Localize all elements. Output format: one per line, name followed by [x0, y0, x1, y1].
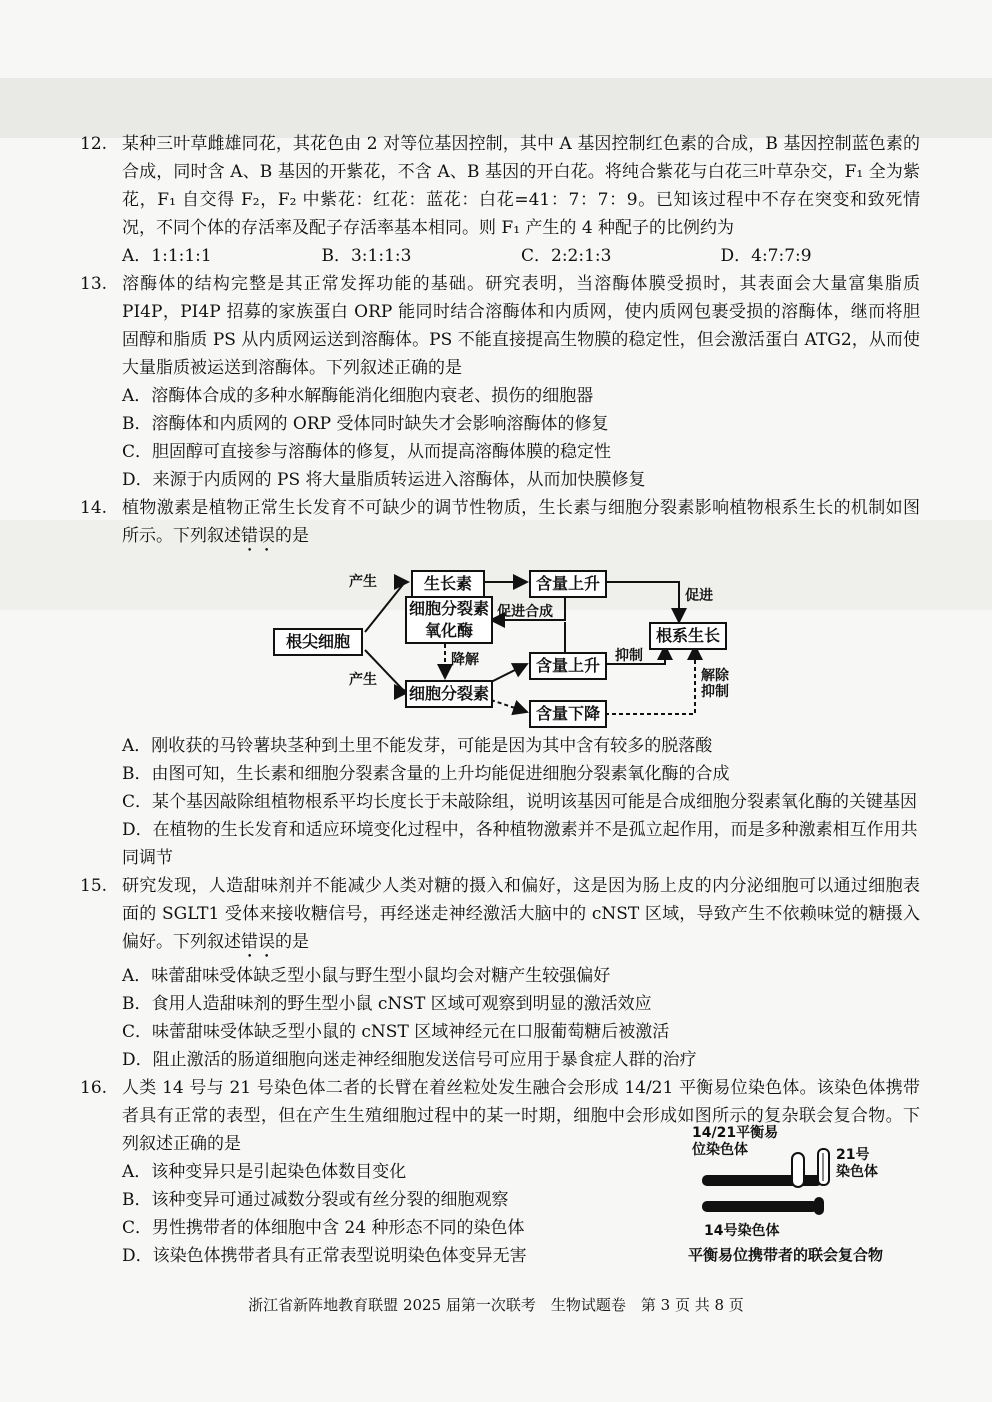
- q16-options: [80, 1158, 640, 1270]
- question-15: [80, 872, 920, 962]
- label-relieve: 解除 抑制: [701, 668, 729, 700]
- stem-text: 植物激素是植物正常生长发育不可缺少的调节性物质，生长素与细胞分裂素影响植物根系生长的机制如图所示。下列叙述: [122, 498, 920, 546]
- option-a[interactable]: A．溶酶体合成的多种水解酶能消化细胞内衰老、损伤的细胞器: [122, 386, 594, 406]
- page-footer: 浙江省新阵地教育联盟 2025 届第一次联考 生物试题卷 第 3 页 共 8 页: [248, 1296, 744, 1314]
- question-stem: 某种三叶草雌雄同花，其花色由 2 对等位基因控制，其中 A 基因控制红色素的合成，B 基因控制蓝色素的合成，同时含 A、B 基因的开紫花，不含 A、B 基因的开白花。将纯合紫花与白花三叶草杂交，F₁ 全为紫花，F₁ 自交得 F₂，F₂ 中紫花：红花：蓝花：白花=41：7：7：9。已知该过程中不存在突变和致死情况，不同个体的存活率及配子存活率基本相同。则 F₁ 产生的 4 种配子的比例约为: [122, 134, 920, 238]
- option-a[interactable]: A．该种变异只是引起染色体数目变化: [122, 1162, 407, 1182]
- option-b[interactable]: B．3:1:1:3: [321, 246, 412, 266]
- option-a[interactable]: A．刚收获的马铃薯块茎种到土里不能发芽，可能是因为其中含有较多的脱落酸: [122, 736, 713, 756]
- scan-shading-top: [0, 78, 992, 138]
- question-page: [80, 130, 920, 1270]
- root-growth-diagram: [265, 564, 745, 724]
- question-stem: 溶酶体的结构完整是其正常发挥功能的基础。研究表明，当溶酶体膜受损时，其表面会大量富集脂质 PI4P，PI4P 招募的家族蛋白 ORP 能同时结合溶酶体和内质网，使内质网包裹受损的溶酶体，继而将胆固醇和脂质 PS 从内质网运送到溶酶体。PS 不能直接提高生物膜的稳定性，但会激活蛋白 ATG2，从而使大量脂质被运送到溶酶体。下列叙述正确的是: [122, 274, 920, 378]
- question-stem: [122, 872, 920, 962]
- option-c[interactable]: C．2:2:1:3: [521, 246, 612, 266]
- label-promote-synth: 促进合成: [497, 604, 553, 620]
- stem-text-end: 的是: [275, 932, 309, 952]
- emphasis-text: 错误: [241, 526, 275, 546]
- figure-caption: 平衡易位携带者的联会复合物: [688, 1246, 884, 1264]
- stem-text: 研究发现，人造甜味剂并不能减少人类对糖的摄入和偏好，这是因为肠上皮的内分泌细胞可以通过细胞表面的 SGLT1 受体来接收糖信号，再经迷走神经激活大脑中的 cNST 区域，导致产生不依赖味觉的糖摄入偏好。下列叙述: [122, 876, 920, 952]
- option-c[interactable]: C．男性携带者的体细胞中含 24 种形态不同的染色体: [122, 1218, 525, 1238]
- label-21-chromosome: 21号 染色体: [836, 1147, 878, 1180]
- question-number: 16.: [80, 1078, 108, 1098]
- question-stem: 人类 14 号与 21 号染色体二者的长臂在着丝粒处发生融合会形成 14/21 平衡易位染色体。该染色体携带者具有正常的表型，但在产生生殖细胞过程中的某一时期，细胞中会形成如图所示的复杂联会复合物。下列叙述正确的是: [122, 1078, 920, 1154]
- box-fall: 含量下降: [529, 700, 607, 728]
- label-promote: 促进: [685, 588, 713, 604]
- option-a[interactable]: A．1:1:1:1: [122, 246, 212, 266]
- chromosome-figure: [688, 1125, 918, 1265]
- option-d[interactable]: D．阻止激活的肠道细胞向迷走神经细胞发送信号可应用于暴食症人群的治疗: [122, 1050, 697, 1070]
- question-number: 13.: [80, 274, 108, 294]
- label-14-chromosome: 14号染色体: [704, 1223, 780, 1239]
- option-b[interactable]: B．该种变异可通过减数分裂或有丝分裂的细胞观察: [122, 1190, 509, 1210]
- option-b[interactable]: B．食用人造甜味剂的野生型小鼠 cNST 区域可观察到明显的激活效应: [122, 994, 652, 1014]
- box-cytokinin: 细胞分裂素: [405, 680, 493, 708]
- option-b[interactable]: B．由图可知，生长素和细胞分裂素含量的上升均能促进细胞分裂素氧化酶的合成: [122, 764, 730, 784]
- option-c[interactable]: C．味蕾甜味受体缺乏型小鼠的 cNST 区域神经元在口服葡萄糖后被激活: [122, 1022, 670, 1042]
- box-rise-1: 含量上升: [529, 570, 607, 598]
- option-b[interactable]: B．溶酶体和内质网的 ORP 受体同时缺失才会影响溶酶体的修复: [122, 414, 609, 434]
- question-number: 14.: [80, 498, 108, 518]
- emphasis-text: 错误: [241, 932, 275, 952]
- option-d[interactable]: D．4:7:7:9: [720, 246, 812, 266]
- stem-text-end: 的是: [275, 526, 309, 546]
- label-produce-2: 产生: [349, 672, 377, 688]
- box-oxidase: 细胞分裂素 氧化酶: [405, 596, 493, 644]
- option-d[interactable]: D．在植物的生长发育和适应环境变化过程中，各种植物激素并不是孤立起作用，而是多种激素相互作用共同调节: [122, 820, 918, 868]
- box-root-tip: 根尖细胞: [273, 628, 363, 656]
- option-c[interactable]: C．胆固醇可直接参与溶酶体的修复，从而提高溶酶体膜的稳定性: [122, 442, 612, 462]
- option-d[interactable]: D．该染色体携带者具有正常表型说明染色体变异无害: [122, 1246, 527, 1266]
- question-stem: [122, 494, 920, 556]
- options-row: [122, 242, 920, 270]
- label-inhibit: 抑制: [615, 648, 643, 664]
- option-c[interactable]: C．某个基因敲除组植物根系平均长度长于未敲除组，说明该基因可能是合成细胞分裂素氧化酶的关键基因: [122, 792, 918, 812]
- question-14: [80, 494, 920, 556]
- question-number: 12.: [80, 134, 108, 154]
- option-a[interactable]: A．味蕾甜味受体缺乏型小鼠与野生型小鼠均会对糖产生较强偏好: [122, 966, 611, 986]
- label-degrade: 降解: [451, 652, 479, 668]
- label-1421-chromosome: 14/21平衡易 位染色体: [692, 1125, 779, 1158]
- option-d[interactable]: D．来源于内质网的 PS 将大量脂质转运进入溶酶体，从而加快膜修复: [122, 470, 646, 490]
- box-rise-2: 含量上升: [529, 652, 607, 680]
- box-root-growth: 根系生长: [649, 622, 727, 650]
- question-13: [80, 270, 920, 382]
- box-auxin: 生长素: [411, 570, 485, 598]
- label-produce-1: 产生: [349, 574, 377, 590]
- question-number: 15.: [80, 876, 108, 896]
- question-12: [80, 130, 920, 242]
